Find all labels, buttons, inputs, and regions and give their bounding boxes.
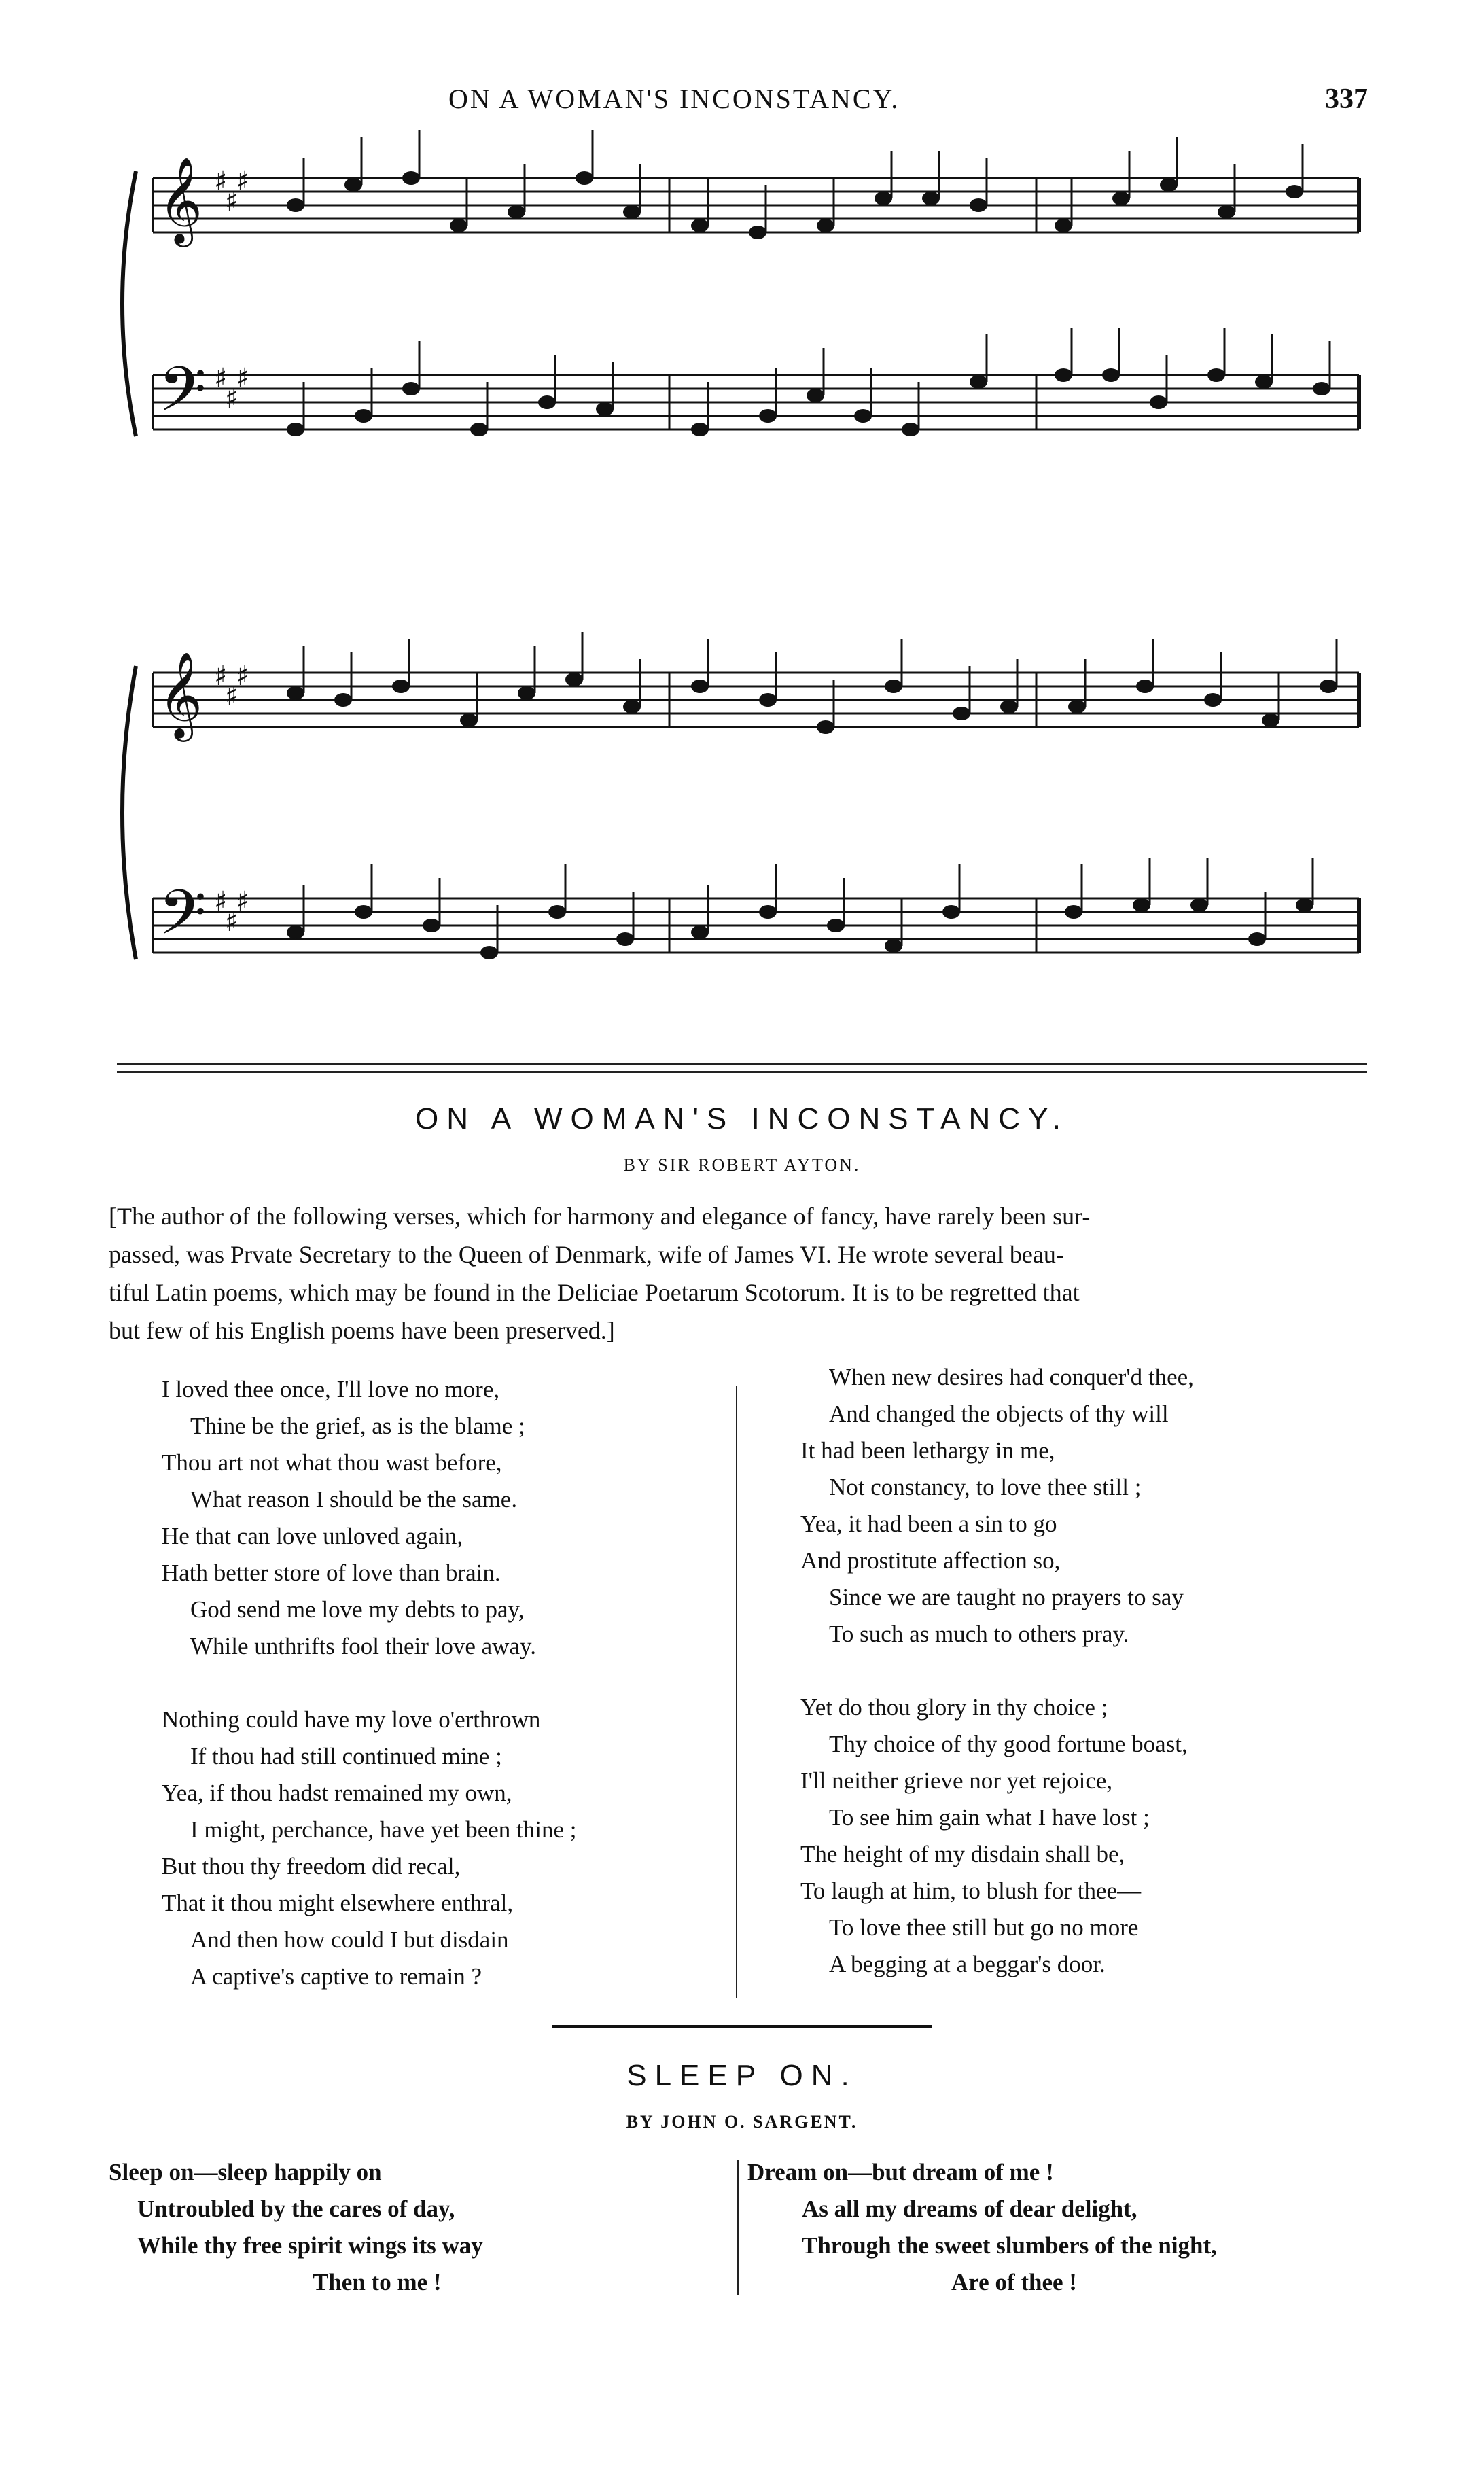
verse-line: While thy free spirit wings its way bbox=[137, 2232, 483, 2259]
note-head bbox=[1068, 700, 1086, 713]
note-head bbox=[1262, 713, 1279, 727]
note-head bbox=[460, 713, 478, 727]
note-head bbox=[576, 171, 593, 185]
note-head bbox=[1296, 898, 1313, 912]
sharp-icon: ♯ bbox=[225, 906, 238, 938]
note-head bbox=[874, 192, 892, 205]
verse-line: I might, perchance, have yet been thine ; bbox=[190, 1816, 577, 1843]
note-head bbox=[1150, 395, 1167, 409]
note-head bbox=[1102, 368, 1120, 382]
note-head bbox=[596, 402, 614, 416]
note-head bbox=[508, 205, 525, 219]
note-head bbox=[402, 382, 420, 395]
musical-score bbox=[0, 0, 1484, 1060]
note-head bbox=[623, 700, 641, 713]
verse-line: Nothing could have my love o'erthrown bbox=[162, 1706, 541, 1733]
note-head bbox=[922, 192, 940, 205]
poem-byline: BY JOHN O. SARGENT. bbox=[626, 2112, 858, 2132]
note-head bbox=[287, 686, 304, 700]
verse-line: That it thou might elsewhere enthral, bbox=[162, 1890, 514, 1916]
note-head bbox=[970, 375, 987, 389]
note-head bbox=[423, 919, 440, 932]
note-head bbox=[1000, 700, 1018, 713]
sharp-icon: ♯ bbox=[214, 166, 228, 197]
note-head bbox=[759, 905, 777, 919]
note-head bbox=[827, 919, 845, 932]
intro-line: tiful Latin poems, which may be found in the Deliciae Poetarum Scotorum. It is to be regretted that bbox=[109, 1279, 1080, 1306]
note-head bbox=[1055, 368, 1072, 382]
verse-line: Not constancy, to love thee still ; bbox=[829, 1474, 1142, 1500]
note-head bbox=[538, 395, 556, 409]
note-head bbox=[450, 219, 467, 232]
verse-line: Yet do thou glory in thy choice ; bbox=[800, 1694, 1108, 1721]
verse-line: Hath better store of love than brain. bbox=[162, 1559, 501, 1586]
intro-line: [The author of the following verses, which for harmony and elegance of fancy, have rarely been sur- bbox=[109, 1203, 1091, 1230]
treble-clef-icon: 𝄞 bbox=[158, 156, 203, 243]
verse-line: While unthrifts fool their love away. bbox=[190, 1633, 536, 1659]
sharp-icon: ♯ bbox=[214, 886, 228, 917]
verse-line: A captive's captive to remain ? bbox=[190, 1963, 482, 1990]
note-head bbox=[759, 409, 777, 423]
verse-line: It had been lethargy in me, bbox=[800, 1437, 1055, 1464]
note-head bbox=[1112, 192, 1130, 205]
verse-line: I'll neither grieve nor yet rejoice, bbox=[800, 1767, 1113, 1794]
verse-line: Since we are taught no prayers to say bbox=[829, 1584, 1184, 1610]
note-head bbox=[287, 423, 304, 436]
note-head bbox=[691, 423, 709, 436]
verse-line: The height of my disdain shall be, bbox=[800, 1841, 1125, 1867]
verse-line: Through the sweet slumbers of the night, bbox=[802, 2232, 1217, 2259]
verse-line: If thou had still continued mine ; bbox=[190, 1743, 502, 1769]
verse-line: Thy choice of thy good fortune boast, bbox=[829, 1731, 1188, 1757]
sharp-icon: ♯ bbox=[225, 383, 238, 415]
verse-line: He that can love unloved again, bbox=[162, 1523, 463, 1549]
note-head bbox=[1133, 898, 1150, 912]
note-head bbox=[1204, 693, 1222, 707]
sharp-icon: ♯ bbox=[214, 660, 228, 692]
sharp-icon: ♯ bbox=[225, 681, 238, 712]
note-head bbox=[287, 198, 304, 212]
verse-line: Dream on—but dream of me ! bbox=[747, 2159, 1054, 2185]
intro-line: but few of his English poems have been preserved.] bbox=[109, 1317, 615, 1344]
note-head bbox=[1313, 382, 1330, 395]
verse-line: Sleep on—sleep happily on bbox=[109, 2159, 382, 2185]
column-divider bbox=[737, 2160, 739, 2295]
note-head bbox=[691, 219, 709, 232]
note-head bbox=[334, 693, 352, 707]
note-head bbox=[287, 926, 304, 939]
verse-line: Then to me ! bbox=[313, 2269, 442, 2295]
verse-line: When new desires had conquer'd thee, bbox=[829, 1364, 1194, 1390]
system-brace bbox=[122, 171, 136, 436]
verse-line: As all my dreams of dear delight, bbox=[802, 2196, 1137, 2222]
note-head bbox=[1190, 898, 1208, 912]
verse-line: And changed the objects of thy will bbox=[829, 1400, 1169, 1427]
section-rule bbox=[552, 2025, 932, 2028]
verse-line: I loved thee once, I'll love no more, bbox=[162, 1376, 500, 1403]
note-head bbox=[1286, 185, 1303, 198]
note-head bbox=[1320, 680, 1337, 693]
note-head bbox=[885, 939, 902, 953]
note-head bbox=[392, 680, 410, 693]
note-head bbox=[691, 926, 709, 939]
poem-introduction bbox=[109, 1197, 1373, 1350]
note-head bbox=[548, 905, 566, 919]
verse-line: And prostitute affection so, bbox=[800, 1547, 1061, 1574]
note-head bbox=[854, 409, 872, 423]
poem-left-column bbox=[109, 2154, 720, 2301]
note-head bbox=[402, 171, 420, 185]
note-head bbox=[942, 905, 960, 919]
verse-line: A begging at a beggar's door. bbox=[829, 1951, 1106, 1977]
note-head bbox=[691, 680, 709, 693]
note-head bbox=[759, 693, 777, 707]
note-head bbox=[1207, 368, 1225, 382]
note-head bbox=[817, 720, 834, 734]
sharp-icon: ♯ bbox=[236, 886, 249, 917]
verse-line: Are of thee ! bbox=[951, 2269, 1077, 2295]
verse-line: To laugh at him, to blush for thee— bbox=[800, 1878, 1142, 1904]
note-head bbox=[817, 219, 834, 232]
note-head bbox=[807, 389, 824, 402]
page-number: 337 bbox=[1325, 84, 1368, 115]
treble-clef-icon: 𝄞 bbox=[158, 651, 203, 738]
sharp-icon: ♯ bbox=[214, 363, 228, 394]
verse-line: God send me love my debts to pay, bbox=[190, 1596, 525, 1623]
note-head bbox=[355, 409, 372, 423]
system-brace bbox=[122, 666, 136, 959]
column-divider bbox=[736, 1386, 737, 1998]
poem-right-column bbox=[800, 1359, 1371, 1983]
verse-line: To see him gain what I have lost ; bbox=[829, 1804, 1150, 1831]
verse-line: Thine be the grief, as is the blame ; bbox=[190, 1413, 525, 1439]
poem-left-column bbox=[162, 1371, 732, 1995]
note-head bbox=[1136, 680, 1154, 693]
sharp-icon: ♯ bbox=[236, 166, 249, 197]
note-head bbox=[1255, 375, 1273, 389]
sharp-icon: ♯ bbox=[236, 363, 249, 394]
verse-line: Thou art not what thou wast before, bbox=[162, 1449, 502, 1476]
verse-line: What reason I should be the same. bbox=[190, 1486, 518, 1513]
verse-line: Yea, if thou hadst remained my own, bbox=[162, 1780, 512, 1806]
note-head bbox=[565, 673, 583, 686]
intro-line: passed, was Prvate Secretary to the Queen of Denmark, wife of James VI. He wrote several beau- bbox=[109, 1241, 1064, 1268]
poem-title: ON A WOMAN'S INCONSTANCY. bbox=[415, 1102, 1069, 1135]
note-head bbox=[749, 226, 766, 239]
note-head bbox=[470, 423, 488, 436]
sharp-icon: ♯ bbox=[236, 660, 249, 692]
verse-line: And then how could I but disdain bbox=[190, 1926, 509, 1953]
poem-title: SLEEP ON. bbox=[626, 2059, 858, 2092]
bass-clef-icon: 𝄢 bbox=[158, 353, 207, 440]
note-head bbox=[1218, 205, 1235, 219]
poem-right-column bbox=[747, 2154, 1359, 2301]
note-head bbox=[344, 178, 362, 192]
verse-line: To love thee still but go no more bbox=[829, 1914, 1139, 1941]
section-rule bbox=[117, 1071, 1367, 1073]
verse-line: Untroubled by the cares of day, bbox=[137, 2196, 455, 2222]
note-head bbox=[355, 905, 372, 919]
poem-byline: BY SIR ROBERT AYTON. bbox=[623, 1155, 861, 1175]
note-head bbox=[1065, 905, 1082, 919]
note-head bbox=[902, 423, 919, 436]
note-head bbox=[953, 707, 970, 720]
note-head bbox=[518, 686, 535, 700]
running-head-title: ON A WOMAN'S INCONSTANCY. bbox=[448, 84, 900, 114]
note-head bbox=[885, 680, 902, 693]
bass-clef-icon: 𝄢 bbox=[158, 877, 207, 964]
note-head bbox=[970, 198, 987, 212]
sharp-icon: ♯ bbox=[225, 186, 238, 217]
verse-line: Yea, it had been a sin to go bbox=[800, 1511, 1057, 1537]
note-head bbox=[616, 932, 634, 946]
note-head bbox=[1055, 219, 1072, 232]
note-head bbox=[623, 205, 641, 219]
verse-line: But thou thy freedom did recal, bbox=[162, 1853, 461, 1880]
note-head bbox=[480, 946, 498, 959]
note-head bbox=[1248, 932, 1266, 946]
note-head bbox=[1160, 178, 1178, 192]
section-rule bbox=[117, 1063, 1367, 1065]
verse-line: To such as much to others pray. bbox=[829, 1621, 1129, 1647]
